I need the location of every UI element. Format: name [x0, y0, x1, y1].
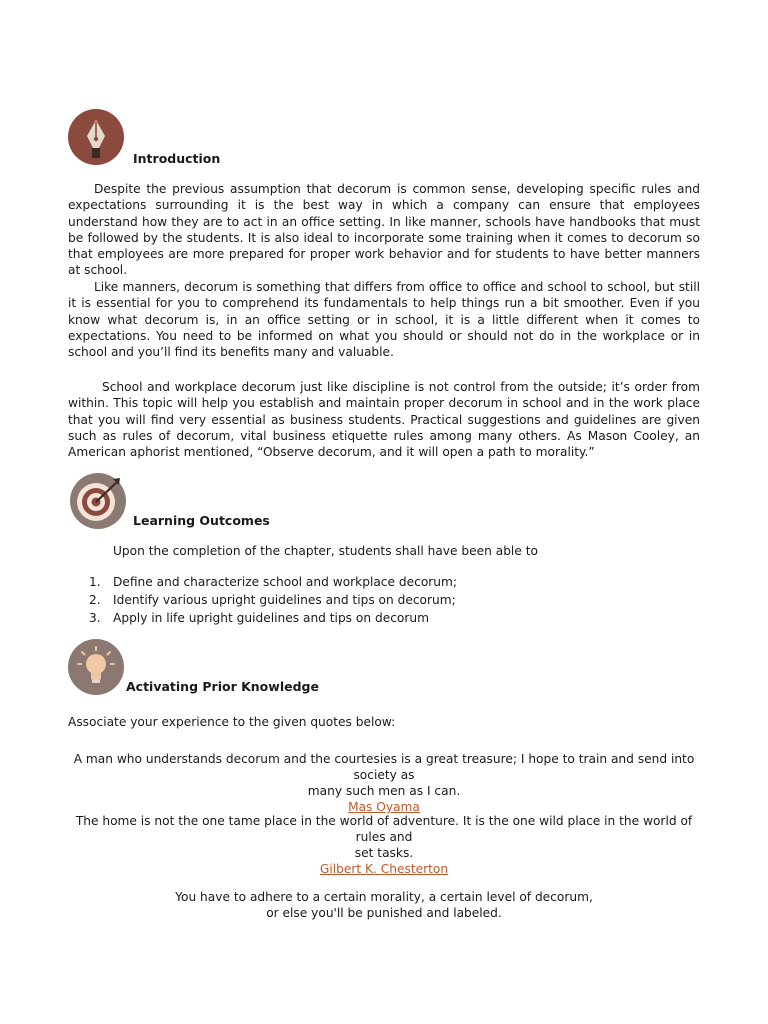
intro-paragraph-2: Like manners, decorum is something that differs from office to office and school to school, but still it is essential for you to comprehend its fundamentals to help things run a bit smoother. Even if you know what decorum is, in an office setting or in school, it is a little different when it comes to expectations. You need to be informed on what you should or should not do in the workplace or in school and you’ll find its benefits many and valuable. [68, 280, 700, 360]
learning-outcomes-list [89, 573, 457, 627]
prior-knowledge-heading: Activating Prior Knowledge [126, 679, 319, 694]
prior-knowledge-instruction: Associate your experience to the given quotes below: [68, 715, 396, 729]
pen-nib-icon [67, 108, 125, 166]
list-item: 2. Identify various upright guidelines and tips on decorum; [89, 593, 456, 607]
learning-outcomes-heading: Learning Outcomes [133, 513, 270, 528]
intro-paragraph-1: Despite the previous assumption that decorum is common sense, developing specific rules and expectations surrounding it is the best way in which a company can ensure that employees understand how they are to act in an office setting. In like manner, schools have handbooks that must be followed by the students. It is also ideal to incorporate some training when it comes to decorum so that employees are more prepared for proper work behavior and for students to have better manners at school. [68, 182, 700, 278]
target-icon [69, 472, 127, 530]
intro-paragraph-3: School and workplace decorum just like discipline is not control from the outside; it’s order from within. This topic will help you establish and maintain proper decorum in school and in the work place that you will find very essential as business students. Practical suggestions and guidelines are given such as rules of decorum, vital business etiquette rules among many others. As Mason Cooley, an American aphorist mentioned, “Observe decorum, and it will open a path to morality.” [68, 380, 700, 460]
quote-author-link[interactable]: Gilbert K. Chesterton [319, 862, 449, 876]
quote-3: You have to adhere to a certain morality, a certain level of decorum, or else you'll be punished and labeled. [175, 890, 593, 920]
list-item: 3. Apply in life upright guidelines and tips on decorum [89, 611, 429, 625]
quote-2: The home is not the one tame place in the world of adventure. It is the one wild place in the world of rules and set tasks. Gilbert K. Chesterton [75, 814, 693, 876]
introduction-heading: Introduction [133, 151, 221, 166]
lightbulb-icon [67, 638, 125, 696]
learning-outcomes-intro: Upon the completion of the chapter, students shall have been able to [113, 544, 538, 558]
quote-author-link[interactable]: Mas Oyama [348, 800, 420, 814]
quote-1: A man who understands decorum and the courtesies is a great treasure; I hope to train and send into society as many such men as I can. Mas Oyama [73, 752, 695, 814]
list-item: 1. Define and characterize school and workplace decorum; [89, 575, 457, 589]
